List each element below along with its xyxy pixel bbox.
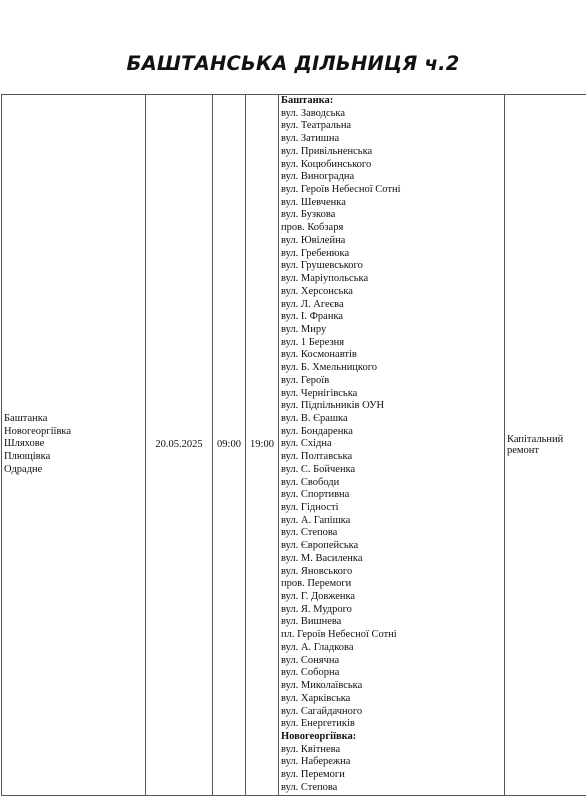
street-item: вул. Героїв Небесної Сотні <box>281 184 401 196</box>
localities-cell <box>2 95 146 796</box>
street-item: вул. Яновського <box>281 565 353 577</box>
street-item: вул. Східна <box>281 438 332 450</box>
locality-item: Плющівка <box>4 451 51 463</box>
street-item: вул. Спортивна <box>281 489 350 501</box>
street-item: пров. Перемоги <box>281 578 352 590</box>
date-cell: 20.05.2025 <box>146 95 213 796</box>
street-item: вул. А. Гапішка <box>281 514 351 526</box>
street-item: вул. Гідності <box>281 502 339 513</box>
settlement-heading: Баштанка: <box>281 95 334 106</box>
street-item: вул. Ювілейна <box>281 234 346 246</box>
street-item: вул. Підпільників ОУН <box>281 400 385 412</box>
street-item: вул. Свободи <box>281 476 340 488</box>
street-item: вул. Л. Агеєва <box>281 298 344 310</box>
street-item: вул. Сагайдачного <box>281 705 363 717</box>
streets-cell <box>279 95 505 796</box>
street-item: вул. Космонавтів <box>281 349 357 361</box>
street-item: вул. І. Франка <box>281 311 344 323</box>
locality-item: Одрадне <box>4 463 43 475</box>
street-item: вул. Гребенюка <box>281 247 350 259</box>
street-item: вул. Перемоги <box>281 769 345 781</box>
street-item: вул. Набережна <box>281 756 351 768</box>
street-item: вул. Героїв <box>281 374 330 386</box>
time-from-cell: 09:00 <box>213 95 246 796</box>
street-item: вул. Полтавська <box>281 451 353 463</box>
street-item: вул. Маріупольська <box>281 273 369 285</box>
locality-item: Шляхове <box>4 438 45 450</box>
street-item: вул. Миколаївська <box>281 680 363 692</box>
street-item: вул. Харківська <box>281 692 351 704</box>
street-item: вул. Енергетиків <box>281 718 355 730</box>
street-item: вул. Херсонська <box>281 285 353 297</box>
street-item: вул. Г. Довженка <box>281 591 356 603</box>
street-item: вул. Театральна <box>281 120 352 132</box>
streets-list <box>281 95 502 795</box>
street-item: вул. Степова <box>281 527 338 539</box>
street-item: вул. Я. Мудрого <box>281 603 352 615</box>
street-item: вул. В. Єрашка <box>281 412 348 424</box>
street-item: вул. Виноградна <box>281 171 355 183</box>
street-item: вул. Квітнева <box>281 743 341 755</box>
street-item: вул. Коцюбинського <box>281 158 372 170</box>
street-item: вул. Вишнева <box>281 616 342 628</box>
street-item: вул. А. Гладкова <box>281 641 354 653</box>
street-item: вул. Привільненська <box>281 145 373 157</box>
street-item: вул. Б. Хмельницкого <box>281 362 378 374</box>
street-item: вул. Бузкова <box>281 209 336 221</box>
street-item: вул. Миру <box>281 323 327 335</box>
street-item: вул. Затишна <box>281 133 340 145</box>
street-item: вул. М. Василенка <box>281 552 363 564</box>
street-item: вул. Соборна <box>281 667 340 679</box>
page-title: БАШТАНСЬКА ДІЛЬНИЦЯ ч.2 <box>126 52 460 75</box>
reason-cell: Капітальний ремонт <box>505 95 586 796</box>
street-item: вул. Чернігівська <box>281 387 358 399</box>
table-row <box>2 95 586 796</box>
street-item: вул. Грушевського <box>281 260 363 272</box>
street-item: пров. Кобзаря <box>281 222 344 234</box>
street-item: вул. Заводська <box>281 107 346 119</box>
time-to-cell: 19:00 <box>246 95 279 796</box>
localities-list <box>4 413 143 477</box>
street-item: вул. Сонячна <box>281 654 340 666</box>
street-item: вул. Степова <box>281 781 338 793</box>
street-item: вул. Шевченка <box>281 196 346 208</box>
settlement-heading: Новогеоргіївка: <box>281 730 357 742</box>
street-item: вул. Бондаренка <box>281 425 353 437</box>
street-item: пл. Героїв Небесної Сотні <box>281 629 397 641</box>
locality-item: Баштанка <box>4 413 48 424</box>
locality-item: Новогеоргіївка <box>4 425 71 437</box>
street-item: вул. Європейська <box>281 540 359 552</box>
outage-schedule-table <box>1 94 586 796</box>
street-item: вул. С. Бойченка <box>281 463 356 475</box>
street-item: вул. 1 Березня <box>281 336 345 348</box>
